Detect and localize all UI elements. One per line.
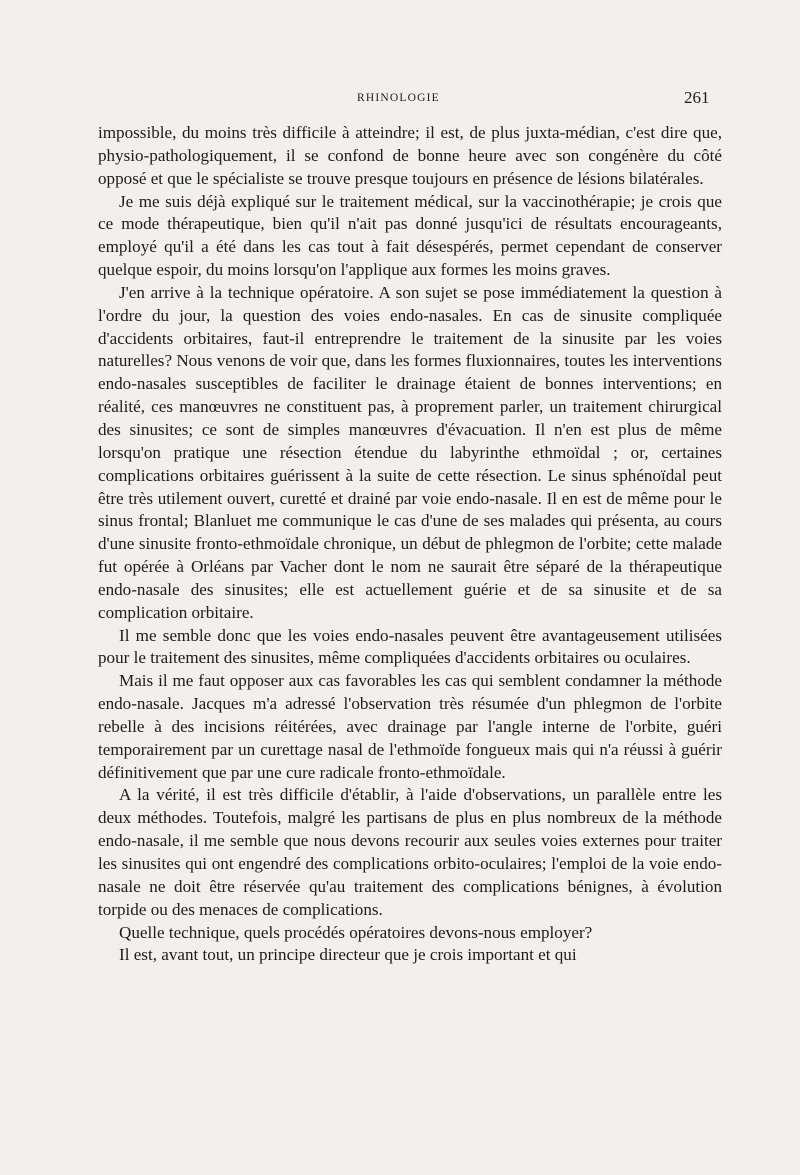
paragraph: Mais il me faut opposer aux cas favorables les cas qui semblent condamner la méthode endo-nasale. Jacques m'a adressé l'observation très résumée d'un phlegmon de l'orbite rebelle à des incisions réitérées, avec drainage par l'angle interne de l'orbite, guéri temporairement par un curettage nasal de l'ethmoïde fongueux mais qui n'a réussi à guérir définitivement que par une cure radicale fronto-ethmoïdale. <box>98 671 722 782</box>
paragraph: J'en arrive à la technique opératoire. A son sujet se pose immédiatement la question à l'ordre du jour, la question des voies endo-nasales. En cas de sinusite compliquée d'accidents orbitaires, faut-il entreprendre le traitement de la sinusite par les voies naturelles? Nous venons de voir que, dans les formes fluxionnaires, toutes les interventions endo-nasales susceptibles de faciliter le drainage étaient de bonnes interventions; en réalité, ces manœuvres ne constituent pas, à proprement parler, un traitement chirurgical des sinusites; ce sont de simples manœuvres d'évacuation. Il n'en est plus de même lorsqu'on pratique une résection étendue du labyrinthe ethmoïdal ; or, certaines complications orbitaires guérissent à la suite de cette résection. Le sinus sphénoïdal peut être très utilement ouvert, curetté et drainé par voie endo-nasale. Il en est de même pour le sinus frontal; Blanluet me communique le cas d'une de ses malades qui présenta, au cours d'une sinusite fronto-ethmoïdale chronique, un début de phlegmon de l'orbite; cette malade fut opérée à Orléans par Vacher dont le nom ne saurait être séparé de la thérapeutique endo-nasale des sinusites; elle est actuellement guérie et de sa sinusite et de sa complication orbitaire. <box>98 282 722 622</box>
running-head <box>0 88 800 112</box>
paragraph: impossible, du moins très difficile à atteindre; il est, de plus juxta-médian, c'est dire que, physio-pathologiquement, il se confond de bonne heure avec son congénère du côté opposé et que le spécialiste se trouve presque toujours en présence de lésions bilatérales. <box>98 123 722 188</box>
paragraph: Il est, avant tout, un principe directeur que je crois important et qui <box>119 945 577 965</box>
paragraph: Il me semble donc que les voies endo-nasales peuvent être avantageusement utilisées pour le traitement des sinusites, même compliquées d'accidents orbitaires ou oculaires. <box>98 625 722 668</box>
paragraph: Je me suis déjà expliqué sur le traitement médical, sur la vaccinothérapie; je crois que ce mode thérapeutique, bien qu'il n'ait pas donné jusqu'ici de résultats encourageants, employé qu'il a été dans les cas tout à fait désespérés, permet cependant de conserver quelque espoir, du moins lorsqu'on l'applique aux formes les moins graves. <box>98 191 722 280</box>
paragraph: A la vérité, il est très difficile d'établir, à l'aide d'observations, un parallèle entre les deux méthodes. Toutefois, malgré les partisans de plus en plus nombreux de la méthode endo-nasale, il me semble que nous devons recourir aux seules voies externes pour traiter les sinusites qui ont engendré des complications orbito-oculaires; l'emploi de la voie endo-nasale ne doit être réservée qu'au traitement des complications bénignes, à évolution torpide ou des menaces de complications. <box>98 785 722 919</box>
page-number: 261 <box>684 88 710 107</box>
paragraph: Quelle technique, quels procédés opératoires devons-nous employer? <box>119 922 593 942</box>
running-title: RHINOLOGIE <box>357 92 440 104</box>
body-text <box>98 122 722 967</box>
